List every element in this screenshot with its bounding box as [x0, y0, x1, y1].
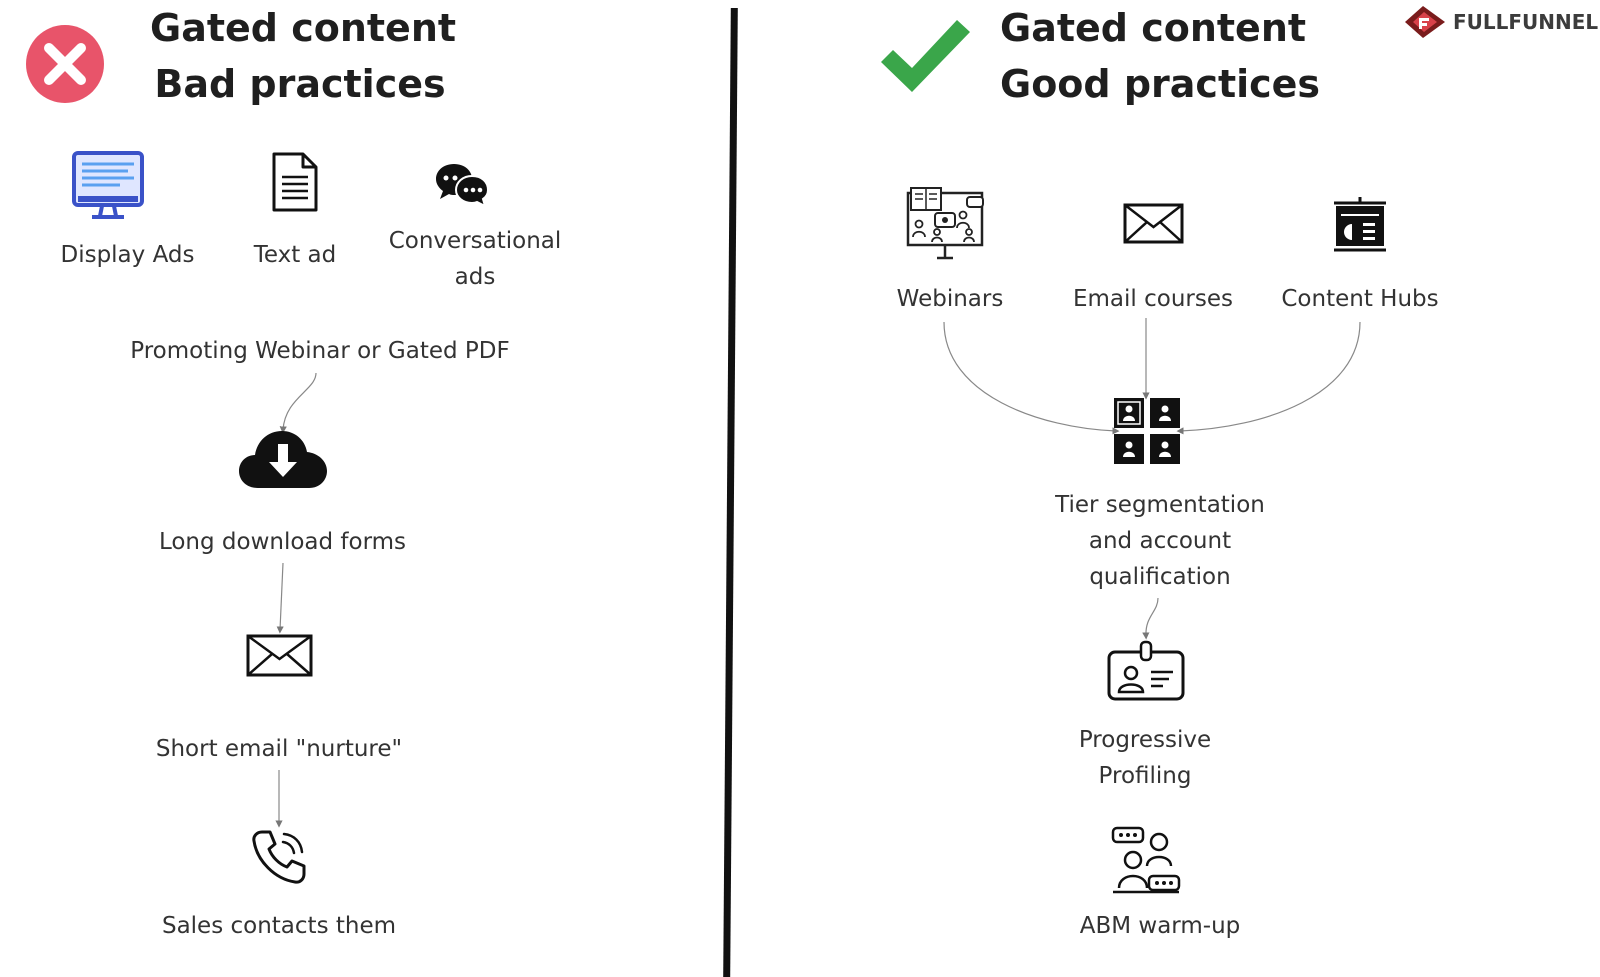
flow-tier-segmentation-line1: Tier segmentation [1055, 492, 1265, 518]
channel-conversational-label-line2: ads [454, 264, 496, 290]
flow-sales-contacts-label: Sales contacts them [161, 913, 397, 939]
source-webinars-label: Webinars [896, 286, 1004, 312]
channel-conversational-label-line1: Conversational [388, 228, 562, 254]
flow-short-email-label: Short email "nurture" [155, 736, 403, 762]
flow-tier-segmentation-line2: and account [1088, 528, 1232, 554]
flow-long-forms-label: Long download forms [158, 529, 407, 555]
bad-title-line2: Bad practices [154, 62, 446, 106]
flow-promoting-label: Promoting Webinar or Gated PDF [130, 338, 510, 364]
bad-title-line1: Gated content [150, 6, 457, 50]
channel-text-ad-label: Text ad [253, 242, 337, 268]
flow-progressive-profiling-line2: Profiling [1098, 763, 1192, 789]
brand-name: FULLFUNNEL [1453, 10, 1599, 34]
good-title-line1: Gated content [1000, 6, 1307, 50]
id-badge-icon [1107, 640, 1185, 702]
user-grid-icon [1113, 397, 1181, 465]
channel-display-ads-label: Display Ads [60, 242, 195, 268]
flow-tier-segmentation-label [1040, 487, 1280, 595]
source-email-courses-label: Email courses [1073, 286, 1233, 312]
flow-abm-warmup-label: ABM warm-up [1079, 913, 1241, 939]
flow-tier-segmentation-line3: qualification [1089, 564, 1231, 590]
flow-progressive-profiling-line1: Progressive [1078, 727, 1212, 753]
source-content-hubs-label: Content Hubs [1281, 286, 1439, 312]
good-title-line2: Good practices [1000, 62, 1321, 106]
people-chat-icon [1111, 826, 1181, 894]
flow-progressive-profiling-label [1055, 722, 1235, 794]
